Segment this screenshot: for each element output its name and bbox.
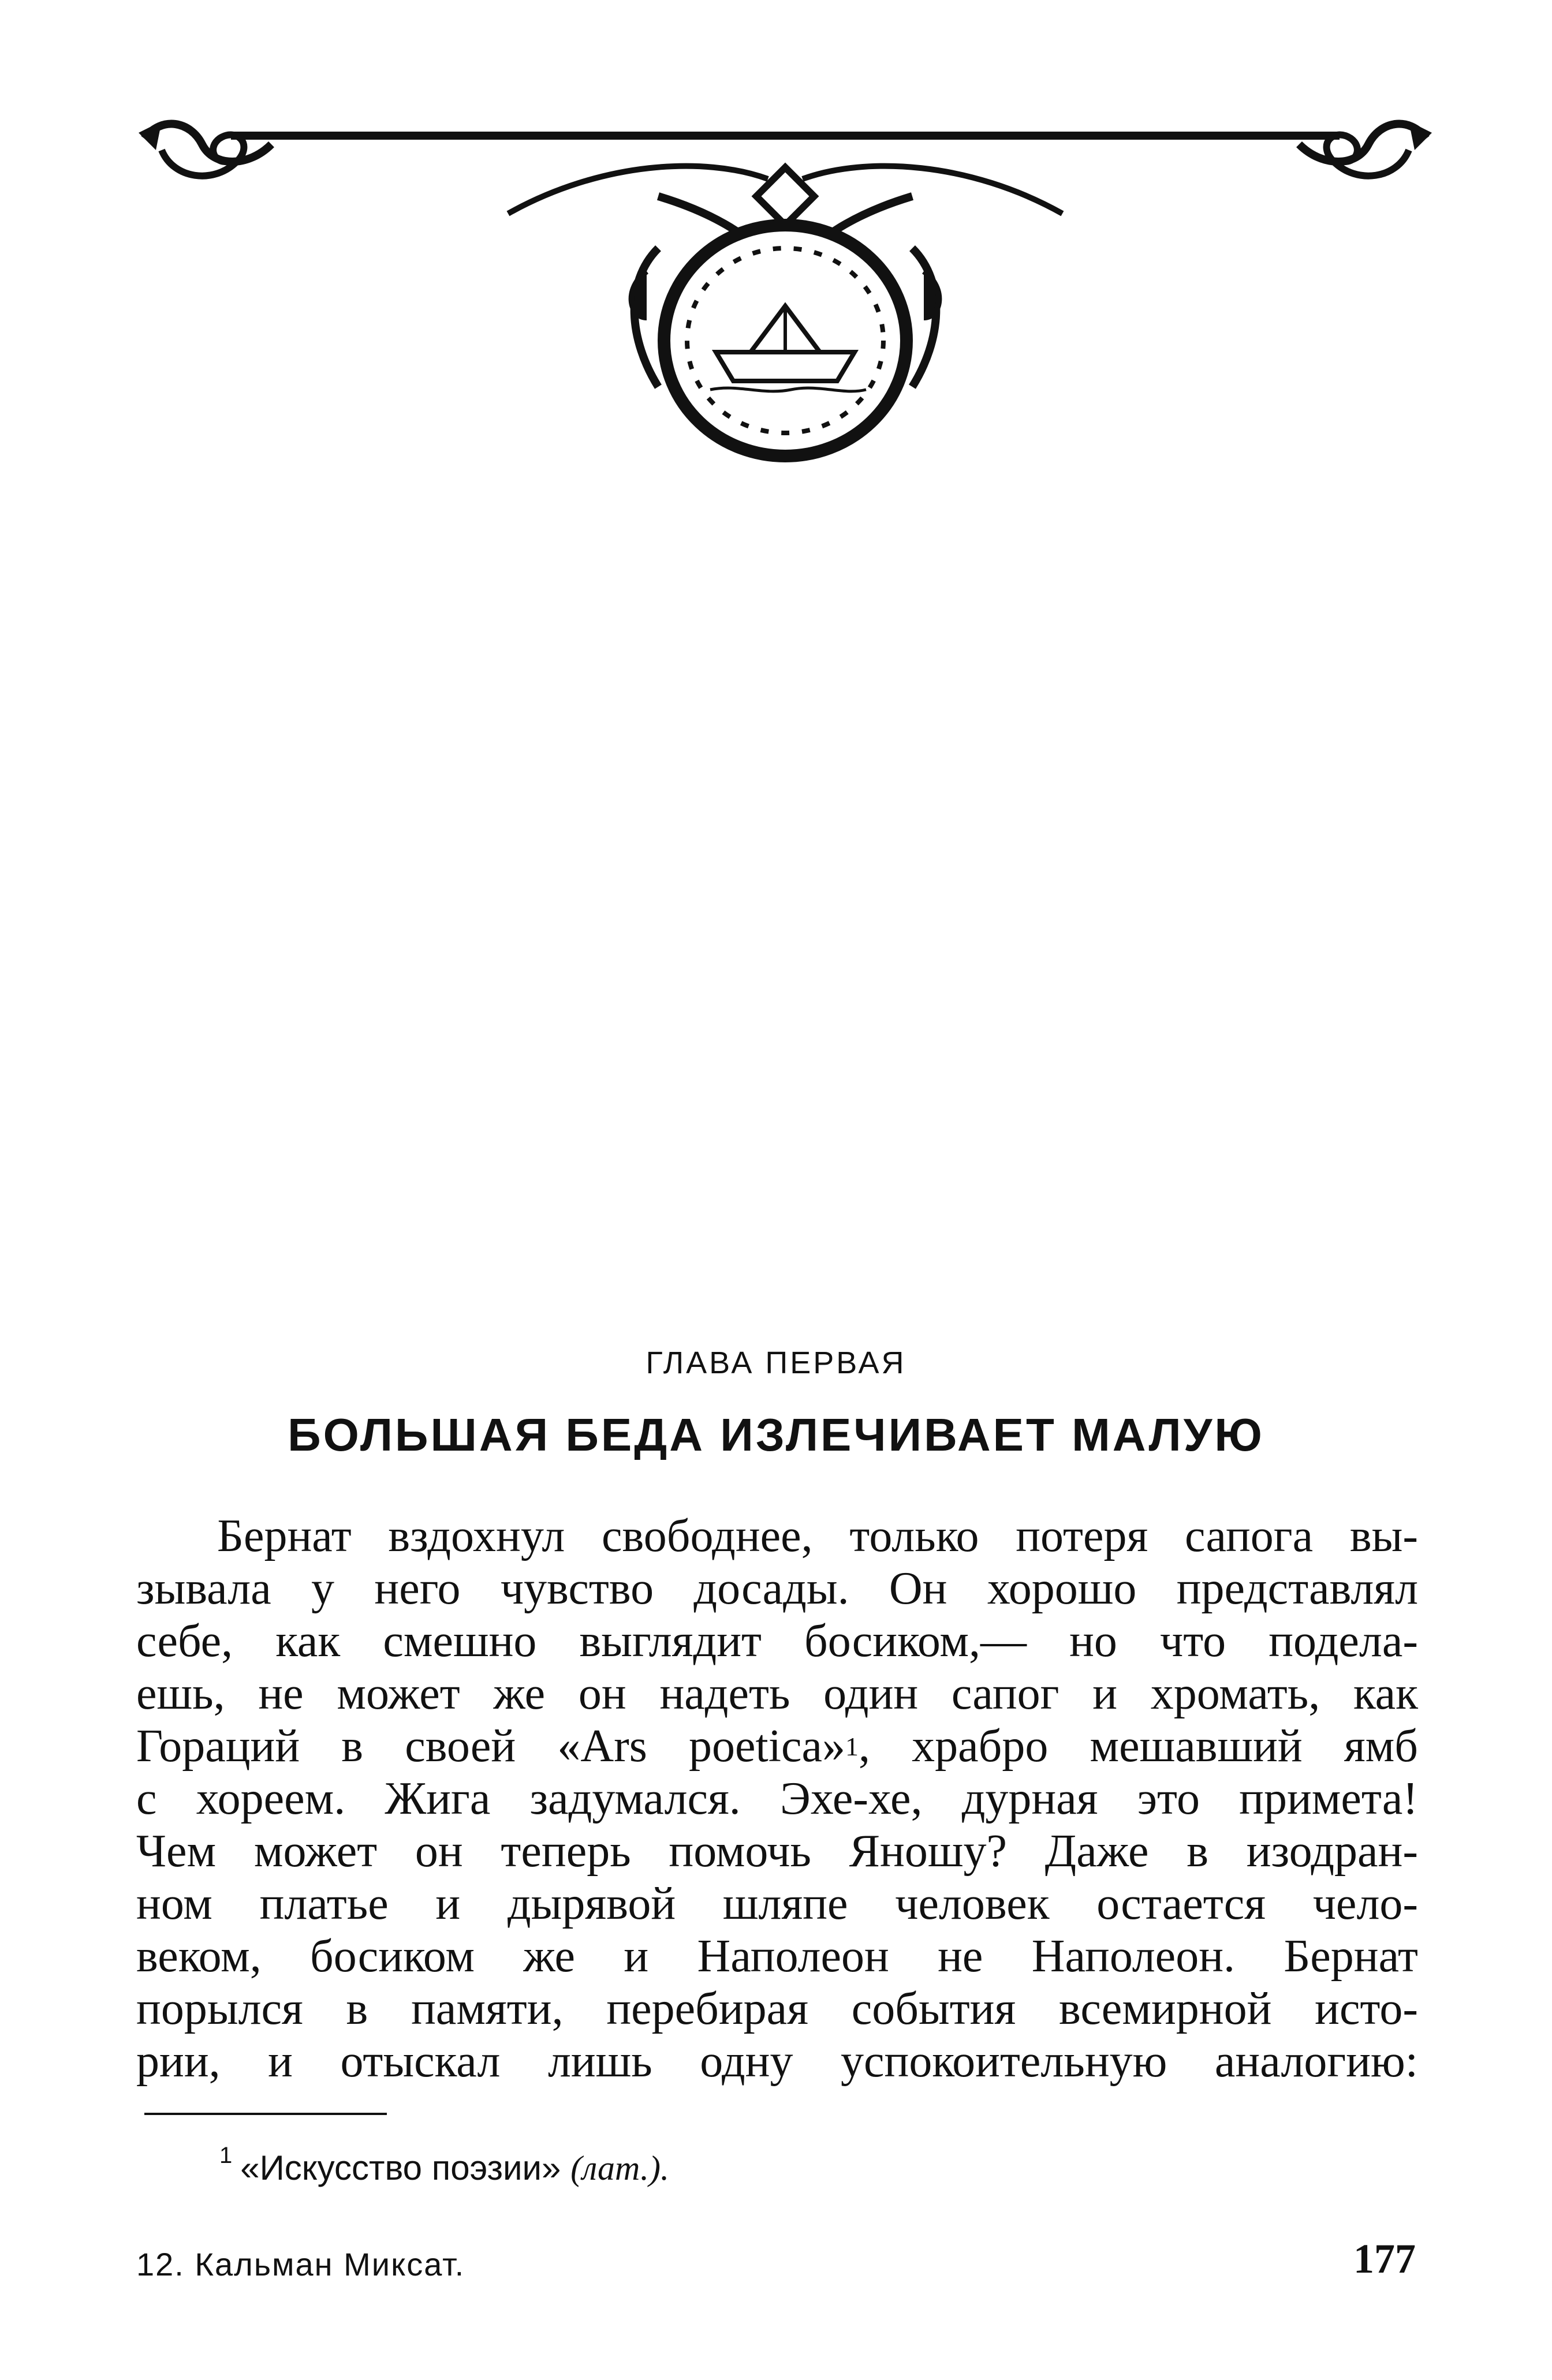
chapter-label: ГЛАВА ПЕРВАЯ	[646, 1346, 906, 1380]
text-line: веком, босиком же и Наполеон не Наполеон. Бернат	[136, 1931, 1418, 1982]
text-line: с хореем. Жига задумался. Эхе-хе, дурная это примета!	[136, 1773, 1418, 1824]
chapter-title: БОЛЬШАЯ БЕДА ИЗЛЕЧИВАЕТ МАЛУЮ	[288, 1409, 1264, 1460]
ornamental-vignette-icon	[139, 98, 1432, 479]
text-line: ном платье и дырявой шляпе человек остается чело-	[136, 1878, 1418, 1929]
footnote-text: «Искусство поэзии»	[240, 2149, 561, 2187]
text-line: Чем может он теперь помочь Яношу? Даже в изодран-	[136, 1826, 1418, 1877]
footnote	[219, 2143, 670, 2188]
text-line: себе, как смешно выглядит босиком,— но что подела-	[136, 1616, 1418, 1667]
text-fragment: Гораций в своей «Ars poetica»	[136, 1721, 846, 1772]
text-line-with-footnote	[136, 1720, 1418, 1773]
footnote-divider	[144, 2113, 387, 2115]
footnote-reference: 1	[845, 1732, 859, 1761]
text-line: рии, и отыскал лишь одну успокоительную аналогию:	[136, 2036, 1418, 2087]
footnote-language: (лат.).	[570, 2149, 670, 2187]
text-line: зывала у него чувство досады. Он хорошо представлял	[136, 1563, 1418, 1614]
body-text	[136, 1510, 1418, 2088]
page-number: 177	[1353, 2236, 1416, 2282]
text-line: порылся в памяти, перебирая события всемирной исто-	[136, 1983, 1418, 2034]
footnote-marker: 1	[219, 2143, 233, 2168]
text-fragment: , храбро мешавший ямб	[859, 1721, 1419, 1772]
signature-mark: 12. Кальман Миксат.	[136, 2246, 465, 2282]
text-line: Бернат вздохнул свободнее, только потеря сапога вы-	[217, 1511, 1418, 1561]
text-line: ешь, не может же он надеть один сапог и хромать, как	[136, 1668, 1418, 1719]
